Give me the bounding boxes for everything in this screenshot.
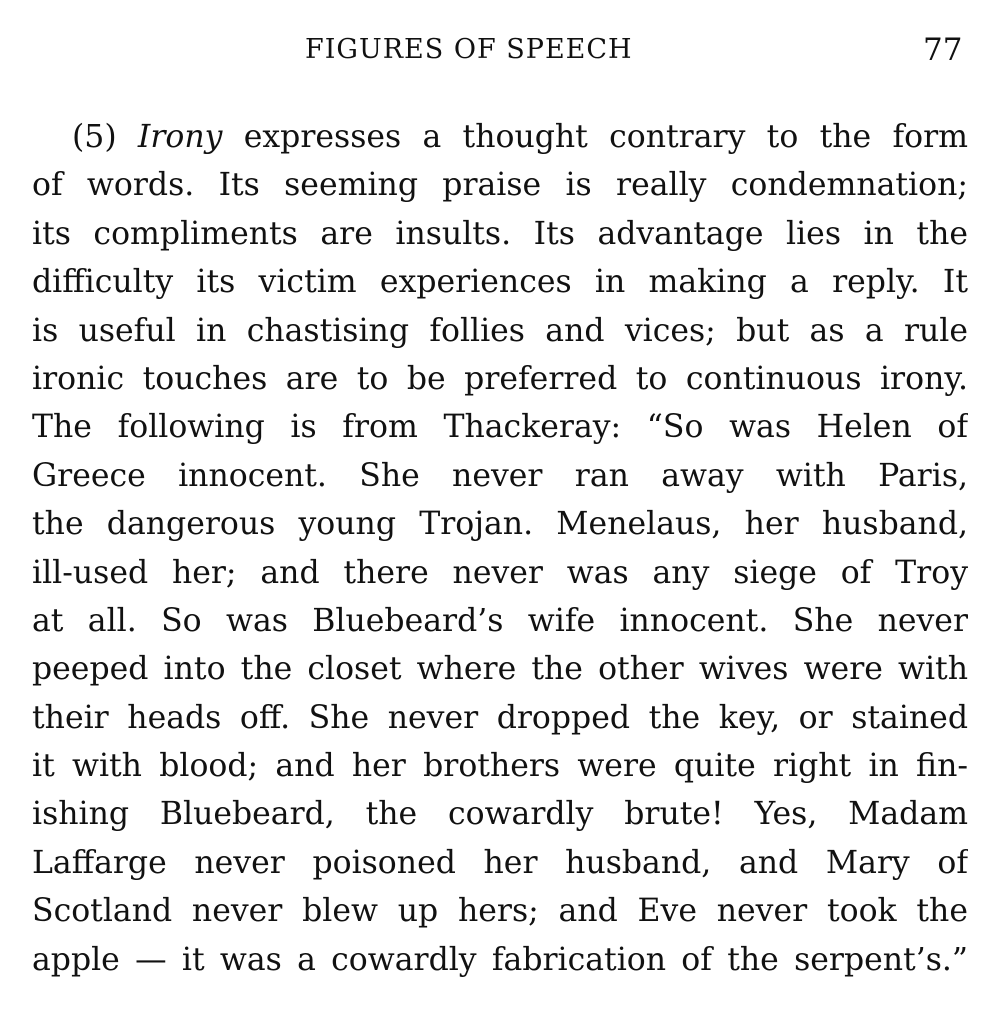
text-line: difficulty its victim experiences in making a reply. It bbox=[32, 264, 968, 301]
text-line: their heads off. She never dropped the key, or stained bbox=[32, 699, 968, 736]
paragraph-irony bbox=[32, 113, 968, 984]
text-line: Greece innocent. She never ran away with Paris, bbox=[32, 457, 968, 494]
text-line: ill-used her; and there never was any siege of Troy bbox=[32, 554, 968, 591]
text-line: ironic touches are to be preferred to continuous irony. bbox=[32, 360, 968, 397]
text-line: Laffarge never poisoned her husband, and Mary of bbox=[32, 844, 968, 881]
text-line bbox=[32, 113, 968, 161]
section-number: (5) bbox=[72, 119, 138, 155]
text-line: ishing Bluebeard, the cowardly brute! Yes, Madam bbox=[32, 796, 968, 833]
text-line: the dangerous young Trojan. Menelaus, her husband, bbox=[32, 506, 968, 543]
text-line: is useful in chastising follies and vices; but as a rule bbox=[32, 312, 968, 349]
text-line: at all. So was Bluebeard’s wife innocent. She never bbox=[32, 602, 968, 639]
text-line: its compliments are insults. Its advantage lies in the bbox=[32, 215, 968, 252]
text-line: The following is from Thackeray: “So was Helen of bbox=[32, 409, 968, 446]
text-line: apple — it was a cowardly fabrication of the serpent’s.” bbox=[32, 941, 968, 978]
page-number: 77 bbox=[923, 32, 963, 68]
text-line: peeped into the closet where the other wives were with bbox=[32, 651, 968, 688]
running-head bbox=[0, 34, 1000, 74]
text-line: Scotland never blew up hers; and Eve never took the bbox=[32, 893, 968, 930]
first-line-text: expresses a thought contrary to the form bbox=[222, 119, 968, 155]
running-title: FIGURES OF SPEECH bbox=[305, 34, 633, 65]
term-irony: Irony bbox=[137, 119, 223, 155]
text-line: it with blood; and her brothers were quite right in fin- bbox=[32, 748, 968, 785]
text-line: of words. Its seeming praise is really condemnation; bbox=[32, 167, 968, 204]
